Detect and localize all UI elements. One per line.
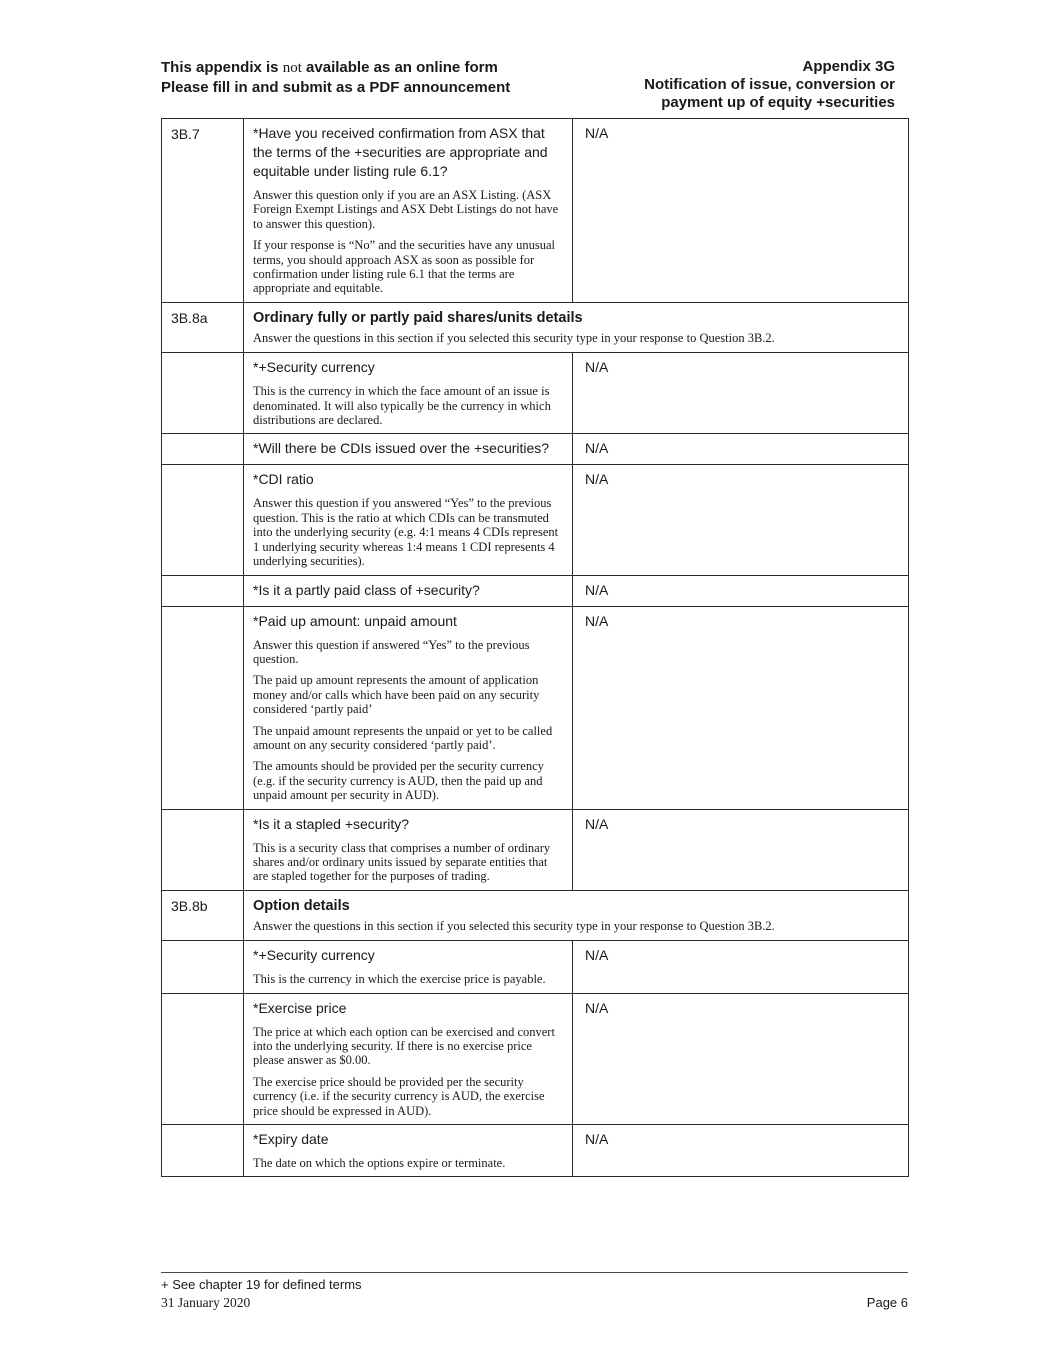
question-label: *Will there be CDIs issued over the +securities? — [253, 440, 550, 457]
question-label: *Paid up amount: unpaid amount — [253, 612, 457, 629]
question-note: If your response is “No” and the securities have any unusual terms, you should approach ASX as soon as possible for confirmation under listing rule 6.1 that the terms are appropriate and equitable. — [253, 238, 555, 296]
question-row — [162, 809, 909, 890]
section-header-cell — [244, 890, 909, 940]
answer-cell — [573, 575, 909, 606]
answer-value: N/A — [585, 815, 609, 832]
question-note: Answer this question if answered “Yes” to the previous question. — [253, 637, 530, 666]
question-cell — [244, 1125, 573, 1177]
item-number-cell — [162, 1125, 244, 1177]
header-note-word-not: not — [282, 60, 302, 76]
question-row — [162, 1125, 909, 1177]
answer-cell — [573, 993, 909, 1124]
header-note-line1 — [161, 58, 510, 78]
question-label: *+Security currency — [253, 359, 375, 376]
item-number-cell — [162, 575, 244, 606]
question-label: *Exercise price — [253, 999, 347, 1016]
form-table — [161, 118, 909, 1177]
answer-value: N/A — [585, 947, 609, 964]
question-cell — [244, 119, 573, 303]
answer-value: N/A — [585, 999, 609, 1016]
section-header-cell — [244, 302, 909, 352]
question-label: *Is it a stapled +security? — [253, 815, 410, 832]
question-label: *+Security currency — [253, 947, 375, 964]
question-cell — [244, 575, 573, 606]
page-number: Page 6 — [866, 1295, 908, 1310]
answer-value: N/A — [585, 359, 609, 376]
header-note-line1-bold-end: available as an online form — [301, 59, 498, 76]
item-number: 3B.7 — [171, 126, 200, 142]
footer-divider — [161, 1272, 908, 1273]
question-row — [162, 941, 909, 993]
document-footer — [161, 1277, 908, 1311]
question-note: The paid up amount represents the amount of application money and/or calls which have been paid on any security considered ‘partly paid’ — [253, 673, 540, 717]
answer-value: N/A — [585, 471, 609, 488]
question-note: The amounts should be provided per the security currency (e.g. if the security currency is AUD, then the paid up and unpaid amount per security in AUD). — [253, 759, 544, 803]
question-label: *Is it a partly paid class of +security? — [253, 581, 480, 598]
answer-cell — [573, 606, 909, 809]
answer-cell — [573, 809, 909, 890]
item-number-cell — [162, 465, 244, 575]
answer-value: N/A — [585, 581, 609, 598]
question-row — [162, 119, 909, 303]
appendix-title-line1: Notification of issue, conversion or — [644, 76, 895, 93]
item-number-cell — [162, 606, 244, 809]
item-number-cell — [162, 993, 244, 1124]
question-label: *Have you received confirmation from ASX that the terms of the +securities are appropriate and equitable under listing rule 6.1? — [253, 125, 548, 179]
footer-meta-row — [161, 1294, 908, 1311]
question-row — [162, 465, 909, 575]
header-note — [161, 58, 510, 97]
item-number-cell — [162, 434, 244, 465]
section-title: Ordinary fully or partly paid shares/units details — [253, 309, 583, 326]
item-number-cell — [162, 353, 244, 434]
answer-value: N/A — [585, 440, 609, 457]
footer-date: 31 January 2020 — [161, 1295, 251, 1310]
question-note: This is the currency in which the face amount of an issue is denominated. It will also typically be the currency in which distributions are declared. — [253, 384, 551, 428]
answer-cell — [573, 353, 909, 434]
question-cell — [244, 606, 573, 809]
section-note: Answer the questions in this section if you selected this security type in your response to Question 3B.2. — [253, 918, 775, 933]
item-number-cell — [162, 302, 244, 352]
section-title: Option details — [253, 897, 350, 914]
answer-cell — [573, 941, 909, 993]
header-title-block — [644, 58, 895, 112]
form-table-body — [162, 119, 909, 1177]
item-number: 3B.8b — [171, 897, 208, 914]
answer-value: N/A — [585, 1131, 609, 1148]
question-cell — [244, 809, 573, 890]
answer-cell — [573, 1125, 909, 1177]
appendix-title-line2: payment up of equity +securities — [661, 94, 895, 111]
question-row — [162, 606, 909, 809]
appendix-number: Appendix 3G — [802, 58, 895, 75]
answer-cell — [573, 434, 909, 465]
question-note: This is the currency in which the exercise price is payable. — [253, 972, 546, 987]
answer-cell — [573, 465, 909, 575]
question-cell — [244, 941, 573, 993]
question-note: The price at which each option can be exercised and convert into the underlying security. If there is no exercise price please answer as $0.00. — [253, 1024, 555, 1068]
item-number: 3B.8a — [171, 309, 208, 326]
question-note: The unpaid amount represents the unpaid or yet to be called amount on any security considered ‘partly paid’. — [253, 723, 553, 752]
question-row — [162, 353, 909, 434]
question-cell — [244, 353, 573, 434]
question-label: *CDI ratio — [253, 471, 314, 488]
header-note-line1-bold-start: This appendix is — [161, 59, 283, 76]
document-header — [161, 58, 895, 112]
item-number-cell — [162, 890, 244, 940]
question-note: The date on which the options expire or terminate. — [253, 1156, 506, 1171]
defined-terms-note: + See chapter 19 for defined terms — [161, 1277, 362, 1292]
item-number-cell — [162, 119, 244, 303]
question-row — [162, 993, 909, 1124]
answer-cell — [573, 119, 909, 303]
question-row — [162, 575, 909, 606]
question-note: The exercise price should be provided per the security currency (i.e. if the security currency is AUD, the exercise price should be expressed in AUD). — [253, 1074, 545, 1118]
question-label: *Expiry date — [253, 1131, 329, 1148]
question-note: Answer this question only if you are an ASX Listing. (ASX Foreign Exempt Listings and ASX Debt Listings do not have to answer this question). — [253, 188, 559, 231]
question-cell — [244, 993, 573, 1124]
question-row — [162, 434, 909, 465]
question-cell — [244, 434, 573, 465]
answer-value: N/A — [585, 612, 609, 629]
section-row — [162, 302, 909, 352]
header-note-line2: Please fill in and submit as a PDF announcement — [161, 79, 511, 96]
question-note: Answer this question if you answered “Yes” to the previous question. This is the ratio at which CDIs can be transmuted into the underlying security (e.g. 4:1 means 4 CDIs represent 1 underlying security whereas 1:4 means 1 CDI represents 4 underlying securities). — [253, 496, 559, 569]
item-number-cell — [162, 809, 244, 890]
question-note: This is a security class that comprises a number of ordinary shares and/or ordinary units issued by separate entities that are stapled together for the purposes of trading. — [253, 840, 551, 884]
question-cell — [244, 465, 573, 575]
section-row — [162, 890, 909, 940]
section-note: Answer the questions in this section if you selected this security type in your response to Question 3B.2. — [253, 330, 775, 345]
item-number-cell — [162, 941, 244, 993]
answer-value: N/A — [585, 125, 609, 141]
